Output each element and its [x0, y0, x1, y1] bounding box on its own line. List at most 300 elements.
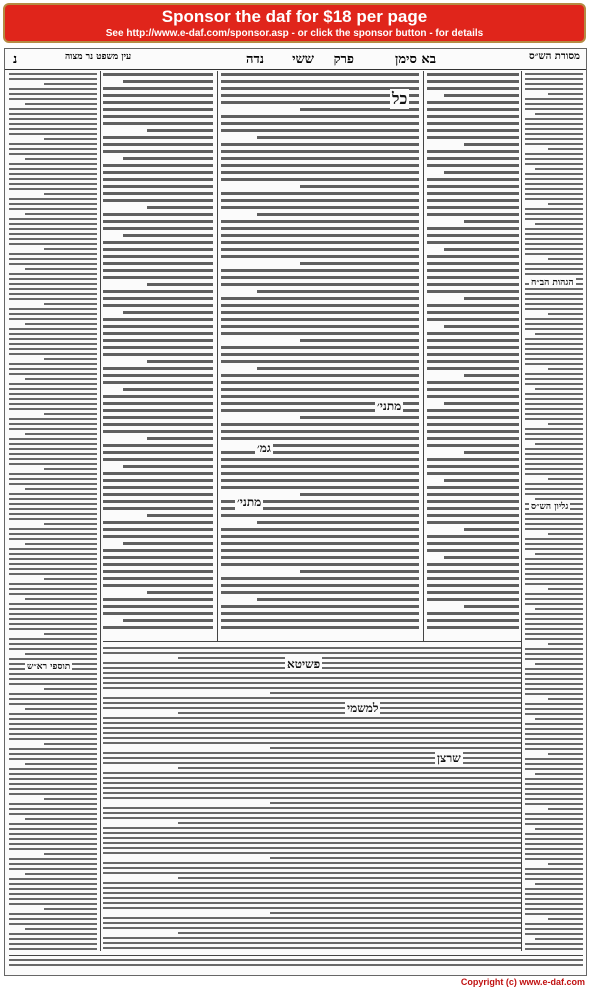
text-line: [464, 605, 519, 608]
text-line: [548, 93, 583, 95]
text-line: [25, 488, 97, 490]
text-line: [123, 388, 213, 391]
text-line: [427, 626, 519, 629]
text-line: [221, 472, 419, 475]
text-line: [221, 612, 419, 615]
text-line: [525, 838, 583, 840]
text-line: [525, 138, 583, 140]
text-line: [525, 653, 583, 655]
masoret-label: מסורת הש״ס: [529, 51, 580, 62]
page-header: [5, 49, 586, 70]
text-line: [548, 808, 583, 810]
text-line: [9, 168, 97, 170]
text-line: [9, 508, 97, 510]
text-line: [9, 98, 97, 100]
text-line: [9, 143, 97, 145]
text-line: [147, 129, 213, 132]
text-line: [103, 672, 521, 674]
text-line: [9, 153, 97, 155]
text-line: [44, 248, 97, 250]
text-line: [9, 208, 97, 210]
text-line: [9, 233, 97, 235]
talmud-page: [4, 48, 587, 976]
text-line: [270, 747, 521, 749]
text-line: [427, 584, 519, 587]
text-line: [525, 943, 583, 945]
text-line: [257, 444, 419, 447]
text-line: [103, 737, 521, 739]
text-line: [9, 548, 97, 550]
text-line: [525, 438, 583, 440]
text-line: [525, 823, 583, 825]
text-line: [525, 543, 583, 545]
text-line: [25, 598, 97, 600]
text-line: [9, 258, 97, 260]
text-line: [103, 241, 213, 244]
text-line: [221, 234, 419, 237]
bottom-footnotes: [9, 959, 583, 973]
text-line: [525, 238, 583, 240]
text-line: [427, 318, 519, 321]
text-line: [103, 598, 213, 601]
text-line: [9, 748, 97, 750]
text-line: [221, 514, 419, 517]
text-line: [525, 673, 583, 675]
text-line: [525, 623, 583, 625]
text-line: [525, 353, 583, 355]
text-line: [9, 603, 97, 605]
text-line: [535, 938, 583, 940]
text-line: [221, 157, 419, 160]
text-line: [103, 493, 213, 496]
text-line: [103, 115, 213, 118]
text-line: [103, 652, 521, 654]
text-line: [44, 578, 97, 580]
text-line: [525, 738, 583, 740]
text-line: [9, 608, 97, 610]
text-line: [221, 318, 419, 321]
text-line: [525, 613, 583, 615]
text-line: [444, 402, 519, 405]
text-line: [525, 518, 583, 520]
text-line: [9, 293, 97, 295]
text-line: [221, 626, 419, 629]
text-line: [9, 108, 97, 110]
text-line: [9, 673, 97, 675]
text-line: [221, 479, 419, 482]
text-line: [525, 868, 583, 870]
text-line: [427, 136, 519, 139]
text-line: [9, 838, 97, 840]
text-line: [9, 803, 97, 805]
text-line: [103, 807, 521, 809]
text-line: [427, 465, 519, 468]
text-line: [525, 163, 583, 165]
text-line: [464, 143, 519, 146]
text-line: [221, 325, 419, 328]
text-line: [525, 158, 583, 160]
text-line: [257, 521, 419, 524]
text-line: [103, 549, 213, 552]
text-line: [9, 278, 97, 280]
text-line: [103, 108, 213, 111]
text-line: [444, 479, 519, 482]
text-line: [548, 643, 583, 645]
text-line: [103, 325, 213, 328]
text-line: [44, 853, 97, 855]
tosafot-harosh-heading: תוספי רא״ש: [27, 662, 71, 672]
text-line: [103, 164, 213, 167]
text-line: [44, 193, 97, 195]
text-line: [525, 843, 583, 845]
text-line: [535, 718, 583, 720]
sponsor-banner-subtitle[interactable]: See http://www.e-daf.com/sponsor.asp - or click the sponsor button - for details: [105, 28, 484, 39]
text-line: [221, 437, 419, 440]
text-line: [9, 283, 97, 285]
text-line: [221, 430, 419, 433]
text-line: [548, 203, 583, 205]
text-line: [525, 628, 583, 630]
text-line: [9, 73, 97, 75]
text-line: [103, 381, 213, 384]
text-line: [427, 157, 519, 160]
text-line: [535, 828, 583, 830]
text-line: [427, 409, 519, 412]
text-line: [300, 262, 419, 265]
text-line: [44, 138, 97, 140]
text-line: [9, 733, 97, 735]
text-line: [525, 903, 583, 905]
text-line: [178, 657, 521, 659]
text-line: [44, 468, 97, 470]
text-line: [525, 788, 583, 790]
text-line: [525, 593, 583, 595]
text-line: [9, 298, 97, 300]
text-line: [9, 238, 97, 240]
text-line: [427, 444, 519, 447]
text-line: [427, 150, 519, 153]
text-line: [221, 276, 419, 279]
text-line: [427, 458, 519, 461]
text-line: [427, 437, 519, 440]
text-line: [9, 308, 97, 310]
text-line: [525, 198, 583, 200]
text-line: [221, 255, 419, 258]
text-line: [444, 94, 519, 97]
text-line: [9, 348, 97, 350]
text-line: [103, 837, 521, 839]
text-line: [525, 338, 583, 340]
text-line: [9, 503, 97, 505]
text-line: [525, 853, 583, 855]
text-line: [9, 318, 97, 320]
text-line: [9, 778, 97, 780]
text-line: [221, 220, 419, 223]
text-line: [525, 803, 583, 805]
text-line: [535, 553, 583, 555]
text-line: [103, 777, 521, 779]
text-line: [525, 193, 583, 195]
text-line: [9, 218, 97, 220]
text-line: [103, 416, 213, 419]
text-line: [25, 268, 97, 270]
text-line: [103, 409, 213, 412]
text-line: [221, 535, 419, 538]
text-line: [221, 73, 419, 76]
text-line: [427, 514, 519, 517]
text-line: [221, 227, 419, 230]
text-line: [221, 248, 419, 251]
text-line: [300, 493, 419, 496]
text-line: [9, 128, 97, 130]
text-line: [221, 192, 419, 195]
text-line: [525, 748, 583, 750]
text-line: [103, 276, 213, 279]
text-line: [9, 383, 97, 385]
text-line: [178, 822, 521, 824]
text-line: [103, 430, 213, 433]
text-line: [548, 533, 583, 535]
text-line: [427, 227, 519, 230]
text-line: [221, 451, 419, 454]
text-line: [103, 213, 213, 216]
text-line: [525, 383, 583, 385]
text-line: [9, 964, 583, 966]
text-line: [9, 228, 97, 230]
text-line: [103, 584, 213, 587]
text-line: [427, 80, 519, 83]
text-line: [9, 623, 97, 625]
text-line: [221, 297, 419, 300]
text-line: [103, 702, 521, 704]
text-line: [525, 143, 583, 145]
text-line: [103, 122, 213, 125]
text-line: [525, 233, 583, 235]
text-line: [103, 827, 521, 829]
gemara-opening-word: כל: [392, 89, 408, 108]
text-line: [525, 108, 583, 110]
text-line: [9, 118, 97, 120]
text-line: [427, 549, 519, 552]
text-line: [147, 206, 213, 209]
text-line: [427, 381, 519, 384]
text-line: [525, 323, 583, 325]
text-line: [427, 521, 519, 524]
copyright-link[interactable]: Copyright (c) www.e-daf.com: [460, 977, 585, 987]
text-line: [525, 308, 583, 310]
text-line: [221, 381, 419, 384]
text-line: [103, 444, 213, 447]
text-line: [25, 323, 97, 325]
text-line: [525, 758, 583, 760]
text-line: [525, 723, 583, 725]
text-line: [103, 892, 521, 894]
text-line: [525, 118, 583, 120]
text-line: [103, 782, 521, 784]
text-line: [44, 83, 97, 85]
text-line: [103, 687, 521, 689]
text-line: [9, 898, 97, 900]
text-line: [525, 768, 583, 770]
text-line: [9, 133, 97, 135]
text-line: [427, 269, 519, 272]
text-line: [548, 478, 583, 480]
text-line: [427, 598, 519, 601]
text-line: [103, 563, 213, 566]
text-line: [525, 418, 583, 420]
text-line: [427, 619, 519, 622]
text-line: [103, 812, 521, 814]
text-line: [9, 343, 97, 345]
text-line: [525, 783, 583, 785]
text-line: [427, 388, 519, 391]
text-line: [103, 199, 213, 202]
text-line: [427, 493, 519, 496]
text-line: [525, 778, 583, 780]
text-line: [221, 465, 419, 468]
text-line: [103, 150, 213, 153]
text-line: [525, 458, 583, 460]
text-line: [25, 653, 97, 655]
text-line: [103, 451, 213, 454]
text-line: [221, 353, 419, 356]
text-line: [9, 263, 97, 265]
text-line: [9, 538, 97, 540]
text-line: [103, 73, 213, 76]
text-line: [103, 947, 521, 949]
text-line: [103, 787, 521, 789]
text-line: [9, 203, 97, 205]
text-line: [9, 113, 97, 115]
text-line: [525, 913, 583, 915]
text-line: [525, 638, 583, 640]
text-line: [9, 183, 97, 185]
text-line: [548, 313, 583, 315]
text-line: [178, 877, 521, 879]
text-line: [270, 692, 521, 694]
text-line: [525, 293, 583, 295]
text-line: [525, 563, 583, 565]
text-line: [103, 797, 521, 799]
text-line: [427, 332, 519, 335]
text-line: [9, 718, 97, 720]
text-line: [525, 603, 583, 605]
text-line: [9, 678, 97, 680]
text-line: [9, 728, 97, 730]
text-line: [103, 772, 521, 774]
text-line: [44, 908, 97, 910]
text-line: [9, 863, 97, 865]
text-line: [525, 88, 583, 90]
text-line: [147, 437, 213, 440]
text-line: [535, 168, 583, 170]
text-line: [525, 328, 583, 330]
text-line: [427, 262, 519, 265]
text-line: [103, 304, 213, 307]
tractate-name: נדה: [246, 52, 264, 67]
text-line: [9, 498, 97, 500]
text-line: [525, 858, 583, 860]
text-line: [25, 928, 97, 930]
text-line: [221, 164, 419, 167]
text-line: [535, 443, 583, 445]
text-line: [9, 368, 97, 370]
text-line: [535, 498, 583, 500]
text-line: [427, 311, 519, 314]
text-line: [270, 912, 521, 914]
text-line: [221, 423, 419, 426]
text-line: [221, 395, 419, 398]
text-line: [9, 528, 97, 530]
text-line: [427, 339, 519, 342]
text-line: [221, 486, 419, 489]
text-line: [221, 283, 419, 286]
text-line: [525, 488, 583, 490]
text-line: [221, 304, 419, 307]
text-line: [221, 584, 419, 587]
text-line: [25, 433, 97, 435]
text-line: [9, 188, 97, 190]
text-line: [221, 591, 419, 594]
text-line: [123, 80, 213, 83]
text-line: [525, 273, 583, 275]
text-line: [9, 438, 97, 440]
text-line: [9, 458, 97, 460]
text-line: [9, 423, 97, 425]
text-line: [300, 339, 419, 342]
text-line: [103, 353, 213, 356]
text-line: [103, 727, 521, 729]
text-line: [525, 453, 583, 455]
text-line: [525, 413, 583, 415]
text-line: [427, 115, 519, 118]
text-line: [103, 722, 521, 724]
text-line: [9, 723, 97, 725]
sponsor-banner[interactable]: [3, 3, 586, 43]
text-line: [525, 403, 583, 405]
text-line: [9, 273, 97, 275]
lemashmei-heading: למשמי: [347, 701, 379, 715]
text-line: [9, 823, 97, 825]
text-line: [9, 793, 97, 795]
text-line: [103, 479, 213, 482]
text-line: [548, 863, 583, 865]
text-line: [221, 269, 419, 272]
text-line: [525, 208, 583, 210]
text-line: [103, 937, 521, 939]
text-line: [103, 472, 213, 475]
text-line: [548, 753, 583, 755]
text-line: [9, 698, 97, 700]
text-line: [103, 339, 213, 342]
text-line: [525, 678, 583, 680]
text-line: [103, 486, 213, 489]
text-line: [427, 73, 519, 76]
text-line: [103, 626, 213, 629]
text-line: [525, 933, 583, 935]
text-line: [9, 593, 97, 595]
text-line: [270, 802, 521, 804]
text-line: [525, 618, 583, 620]
text-line: [535, 883, 583, 885]
text-line: [221, 619, 419, 622]
text-line: [525, 178, 583, 180]
text-line: [103, 346, 213, 349]
text-line: [9, 753, 97, 755]
text-line: [9, 658, 97, 660]
text-line: [25, 378, 97, 380]
text-line: [9, 768, 97, 770]
